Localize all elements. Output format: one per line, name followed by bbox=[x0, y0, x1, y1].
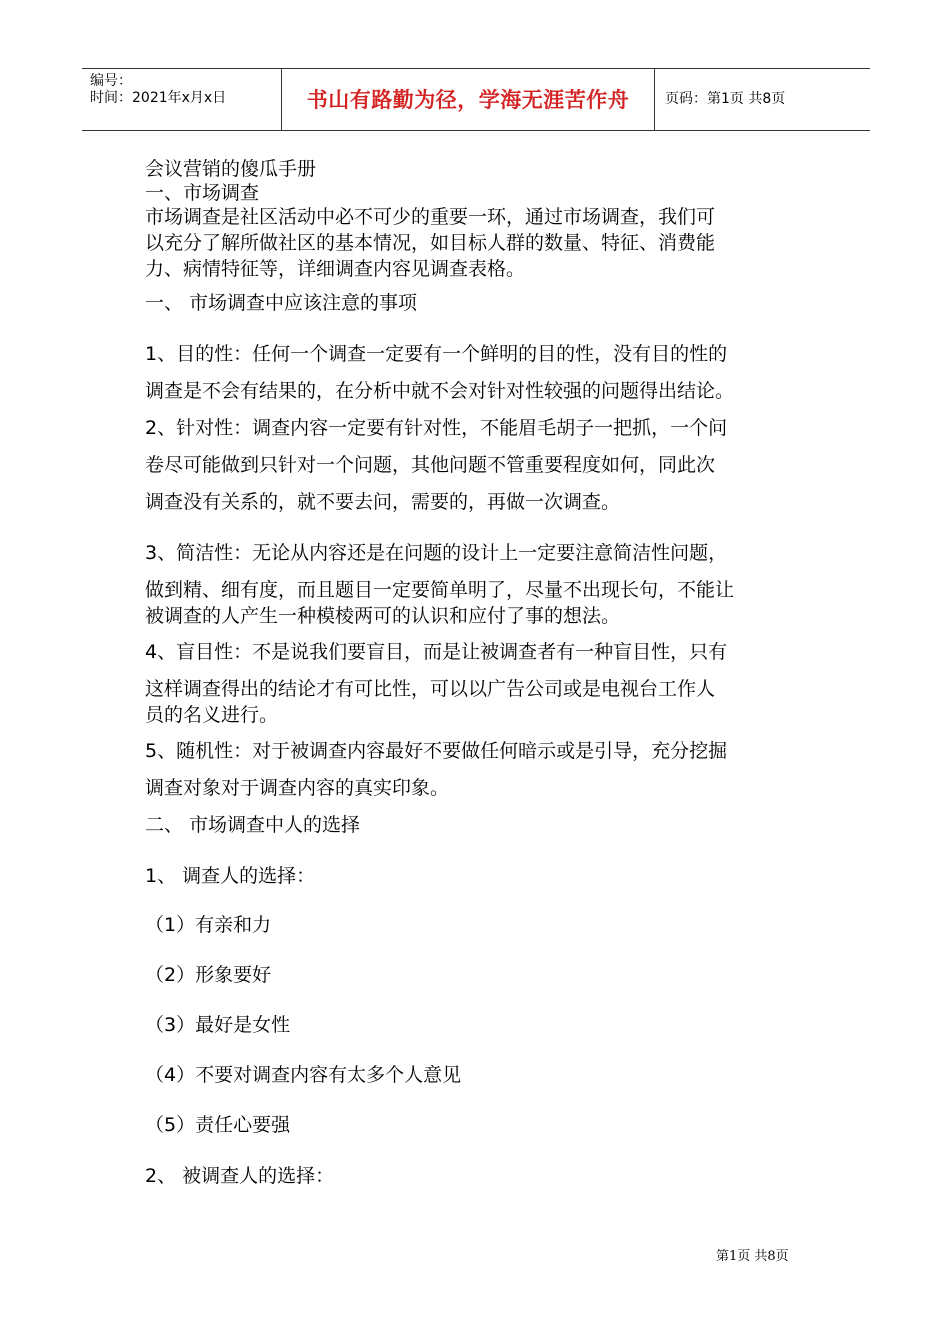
paragraph-line: 2、针对性：调查内容一定要有针对性，不能眉毛胡子一把抓，一个问 bbox=[145, 417, 728, 439]
subsection-heading: 二、 市场调查中人的选择 bbox=[145, 814, 361, 836]
list-item: （3）最好是女性 bbox=[145, 1014, 291, 1036]
list-item: （5）责任心要强 bbox=[145, 1114, 291, 1136]
header-motto: 书山有路勤为径，学海无涯苦作舟 bbox=[306, 88, 630, 112]
header-page-label: 页码：第1页 共8页 bbox=[665, 91, 786, 107]
page-header bbox=[82, 68, 870, 131]
paragraph-line: 以充分了解所做社区的基本情况，如目标人群的数量、特征、消费能 bbox=[145, 232, 716, 254]
list-item: （4）不要对调查内容有太多个人意见 bbox=[145, 1064, 462, 1086]
list-heading: 2、 被调查人的选择： bbox=[145, 1165, 335, 1187]
document-title: 会议营销的傻瓜手册 bbox=[145, 158, 317, 180]
header-left-cell bbox=[82, 69, 282, 130]
paragraph-line: 卷尽可能做到只针对一个问题，其他问题不管重要程度如何，同此次 bbox=[145, 454, 716, 476]
paragraph-line: 被调查的人产生一种模棱两可的认识和应付了事的想法。 bbox=[145, 605, 621, 627]
paragraph-line: 员的名义进行。 bbox=[145, 704, 279, 726]
paragraph-line: 做到精、细有度，而且题目一定要简单明了，尽量不出现长句，不能让 bbox=[145, 579, 735, 601]
document-number-label: 编号： bbox=[90, 73, 132, 89]
header-right-cell bbox=[655, 69, 870, 130]
paragraph-line: 这样调查得出的结论才有可比性，可以以广告公司或是电视台工作人 bbox=[145, 678, 716, 700]
list-heading: 1、 调查人的选择： bbox=[145, 865, 316, 887]
paragraph-line: 3、简洁性：无论从内容还是在问题的设计上一定要注意简洁性问题， bbox=[145, 542, 728, 564]
paragraph-line: 调查是不会有结果的，在分析中就不会对针对性较强的问题得出结论。 bbox=[145, 380, 735, 402]
header-motto-cell bbox=[282, 69, 655, 130]
list-item: （1）有亲和力 bbox=[145, 914, 272, 936]
paragraph-line: 市场调查是社区活动中必不可少的重要一环，通过市场调查，我们可 bbox=[145, 206, 716, 228]
paragraph-line: 力、病情特征等，详细调查内容见调查表格。 bbox=[145, 258, 526, 280]
document-time-label: 时间：2021年x月x日 bbox=[90, 90, 227, 106]
section-heading: 一、市场调查 bbox=[145, 182, 260, 204]
list-item: （2）形象要好 bbox=[145, 964, 272, 986]
paragraph-line: 调查对象对于调查内容的真实印象。 bbox=[145, 777, 450, 799]
paragraph-line: 5、随机性：对于被调查内容最好不要做任何暗示或是引导，充分挖掘 bbox=[145, 740, 728, 762]
paragraph-line: 4、盲目性：不是说我们要盲目，而是让被调查者有一种盲目性，只有 bbox=[145, 641, 728, 663]
subsection-heading: 一、 市场调查中应该注意的事项 bbox=[145, 292, 418, 314]
paragraph-line: 调查没有关系的，就不要去问，需要的，再做一次调查。 bbox=[145, 491, 621, 513]
page-footer: 第1页 共8页 bbox=[716, 1249, 789, 1264]
paragraph-line: 1、目的性：任何一个调查一定要有一个鲜明的目的性，没有目的性的 bbox=[145, 343, 728, 365]
